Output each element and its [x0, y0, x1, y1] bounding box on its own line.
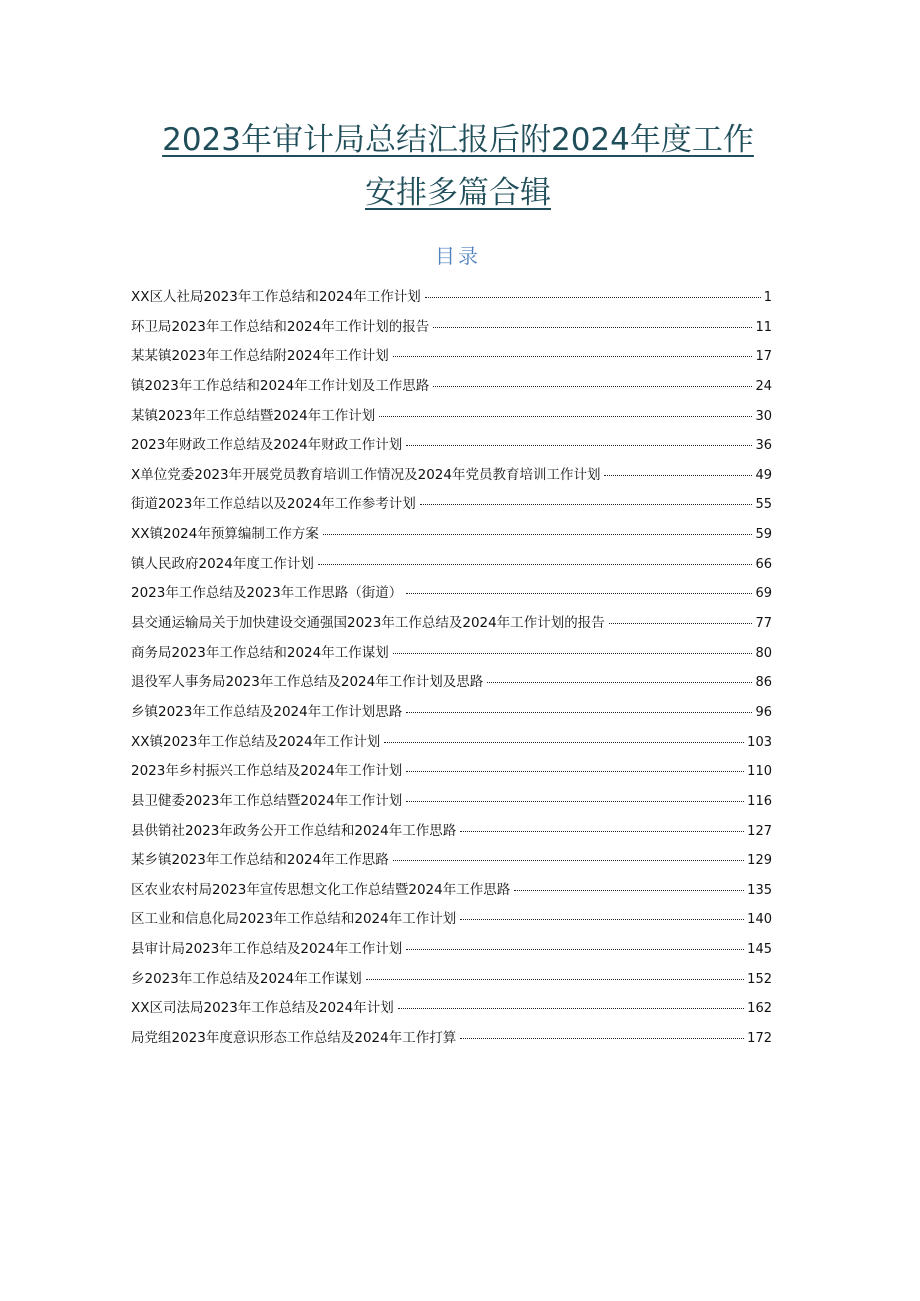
toc-entry[interactable] — [131, 909, 772, 939]
toc-entry-title: 乡2023年工作总结及2024年工作谋划 — [131, 970, 362, 987]
toc-entry-page-number: 116 — [747, 793, 772, 809]
toc-entry-page-number: 1 — [763, 290, 772, 305]
toc-heading: 目录 — [435, 244, 481, 268]
toc-entry-page-number: 77 — [755, 616, 772, 632]
toc-entry-title: 局党组2023年度意识形态工作总结及2024年工作打算 — [131, 1030, 457, 1047]
toc-entry-page-number: 140 — [747, 912, 772, 928]
toc-entry-title: 县卫健委2023年工作总结暨2024年工作计划 — [131, 792, 403, 809]
toc-entry-page-number: 162 — [747, 1001, 772, 1017]
toc-entry[interactable] — [131, 465, 772, 495]
toc-entry-title: 某乡镇2023年工作总结和2024年工作思路 — [131, 852, 389, 869]
toc-entry[interactable] — [131, 435, 772, 465]
toc-dot-leader — [460, 1036, 744, 1039]
toc-entry[interactable] — [131, 613, 772, 643]
toc-entry-title: 退役军人事务局2023年工作总结及2024年工作计划及思路 — [131, 674, 484, 691]
toc-entry[interactable] — [131, 583, 772, 613]
toc-entry-title: 镇2023年工作总结和2024年工作计划及工作思路 — [131, 377, 430, 394]
toc-list — [131, 287, 772, 1058]
toc-entry[interactable] — [131, 524, 772, 554]
toc-entry-title: XX镇2024年预算编制工作方案 — [131, 526, 319, 543]
toc-entry-title: 街道2023年工作总结以及2024年工作参考计划 — [131, 496, 416, 513]
toc-dot-leader — [366, 977, 744, 980]
toc-entry-page-number: 49 — [755, 467, 772, 483]
toc-entry[interactable] — [131, 732, 772, 762]
toc-entry[interactable] — [131, 969, 772, 999]
toc-dot-leader — [425, 295, 761, 298]
toc-dot-leader — [460, 917, 744, 920]
toc-dot-leader — [393, 858, 744, 861]
toc-dot-leader — [398, 1006, 744, 1009]
document-title-line-2: 安排多篇合辑 — [365, 175, 551, 211]
toc-entry-title: 区农业农村局2023年宣传思想文化工作总结暨2024年工作思路 — [131, 881, 511, 898]
toc-entry-title: 2023年财政工作总结及2024年财政工作计划 — [131, 437, 403, 454]
toc-entry[interactable] — [131, 554, 772, 584]
toc-entry-title: X单位党委2023年开展党员教育培训工作情况及2024年党员教育培训工作计划 — [131, 466, 601, 483]
toc-entry-page-number: 59 — [755, 527, 772, 543]
toc-dot-leader — [487, 680, 752, 683]
toc-entry[interactable] — [131, 702, 772, 732]
toc-entry-page-number: 129 — [747, 853, 772, 869]
toc-entry-page-number: 24 — [755, 378, 772, 394]
toc-entry-page-number: 96 — [755, 704, 772, 720]
toc-entry[interactable] — [131, 939, 772, 969]
toc-entry-title: 商务局2023年工作总结和2024年工作谋划 — [131, 644, 389, 661]
toc-dot-leader — [420, 502, 753, 505]
toc-dot-leader — [406, 799, 744, 802]
toc-entry-page-number: 103 — [747, 734, 772, 750]
toc-dot-leader — [604, 473, 752, 476]
toc-dot-leader — [323, 532, 753, 535]
toc-entry-title: XX区人社局2023年工作总结和2024年工作计划 — [131, 289, 421, 305]
toc-entry[interactable] — [131, 317, 772, 347]
toc-entry-title: 县交通运输局关于加快建设交通强国2023年工作总结及2024年工作计划的报告 — [131, 615, 605, 632]
toc-dot-leader — [406, 947, 744, 950]
toc-entry-page-number: 145 — [747, 942, 772, 958]
toc-entry[interactable] — [131, 494, 772, 524]
toc-entry-title: 县供销社2023年政务公开工作总结和2024年工作思路 — [131, 822, 457, 839]
toc-dot-leader — [406, 443, 752, 446]
toc-entry-title: XX区司法局2023年工作总结及2024年计划 — [131, 1000, 394, 1017]
toc-entry[interactable] — [131, 761, 772, 791]
toc-dot-leader — [379, 414, 752, 417]
document-title — [100, 114, 816, 220]
toc-entry-title: 2023年工作总结及2023年工作思路（街道） — [131, 585, 403, 602]
toc-entry[interactable] — [131, 791, 772, 821]
toc-entry-page-number: 152 — [747, 971, 772, 987]
toc-dot-leader — [384, 740, 744, 743]
toc-entry-title: 某某镇2023年工作总结附2024年工作计划 — [131, 348, 389, 365]
toc-entry[interactable] — [131, 287, 772, 317]
toc-dot-leader — [406, 769, 744, 772]
toc-entry-page-number: 86 — [755, 675, 772, 691]
toc-entry-title: 镇人民政府2024年度工作计划 — [131, 555, 314, 572]
toc-dot-leader — [393, 354, 753, 357]
toc-entry[interactable] — [131, 643, 772, 673]
toc-dot-leader — [460, 829, 744, 832]
toc-entry-page-number: 135 — [747, 882, 772, 898]
toc-entry-page-number: 11 — [755, 319, 772, 335]
toc-entry[interactable] — [131, 346, 772, 376]
toc-dot-leader — [433, 384, 752, 387]
toc-entry-page-number: 69 — [755, 586, 772, 602]
toc-dot-leader — [609, 621, 753, 624]
toc-entry[interactable] — [131, 1028, 772, 1058]
toc-dot-leader — [406, 710, 752, 713]
toc-dot-leader — [318, 562, 753, 565]
toc-entry[interactable] — [131, 376, 772, 406]
toc-entry-page-number: 66 — [755, 556, 772, 572]
toc-entry[interactable] — [131, 406, 772, 436]
toc-entry-title: 乡镇2023年工作总结及2024年工作计划思路 — [131, 703, 403, 720]
toc-entry[interactable] — [131, 850, 772, 880]
toc-dot-leader — [406, 591, 752, 594]
toc-dot-leader — [514, 888, 744, 891]
toc-entry[interactable] — [131, 672, 772, 702]
toc-entry-page-number: 55 — [755, 497, 772, 513]
toc-entry-title: 2023年乡村振兴工作总结及2024年工作计划 — [131, 763, 403, 780]
toc-entry-page-number: 110 — [747, 764, 772, 780]
toc-entry-page-number: 30 — [755, 408, 772, 424]
toc-entry-title: XX镇2023年工作总结及2024年工作计划 — [131, 733, 381, 750]
toc-entry-page-number: 127 — [747, 823, 772, 839]
toc-entry-page-number: 80 — [755, 645, 772, 661]
toc-entry-title: 某镇2023年工作总结暨2024年工作计划 — [131, 407, 376, 424]
toc-dot-leader — [393, 651, 753, 654]
toc-entry-title: 县审计局2023年工作总结及2024年工作计划 — [131, 941, 403, 958]
toc-entry[interactable] — [131, 998, 772, 1028]
toc-entry-page-number: 36 — [755, 438, 772, 454]
toc-entry[interactable] — [131, 821, 772, 851]
toc-entry-page-number: 17 — [755, 349, 772, 365]
document-title-line-1: 2023年审计局总结汇报后附2024年度工作 — [162, 122, 754, 158]
toc-dot-leader — [433, 325, 752, 328]
toc-entry-page-number: 172 — [747, 1031, 772, 1047]
toc-entry-title: 环卫局2023年工作总结和2024年工作计划的报告 — [131, 318, 430, 335]
toc-entry[interactable] — [131, 880, 772, 910]
toc-entry-title: 区工业和信息化局2023年工作总结和2024年工作计划 — [131, 911, 457, 928]
